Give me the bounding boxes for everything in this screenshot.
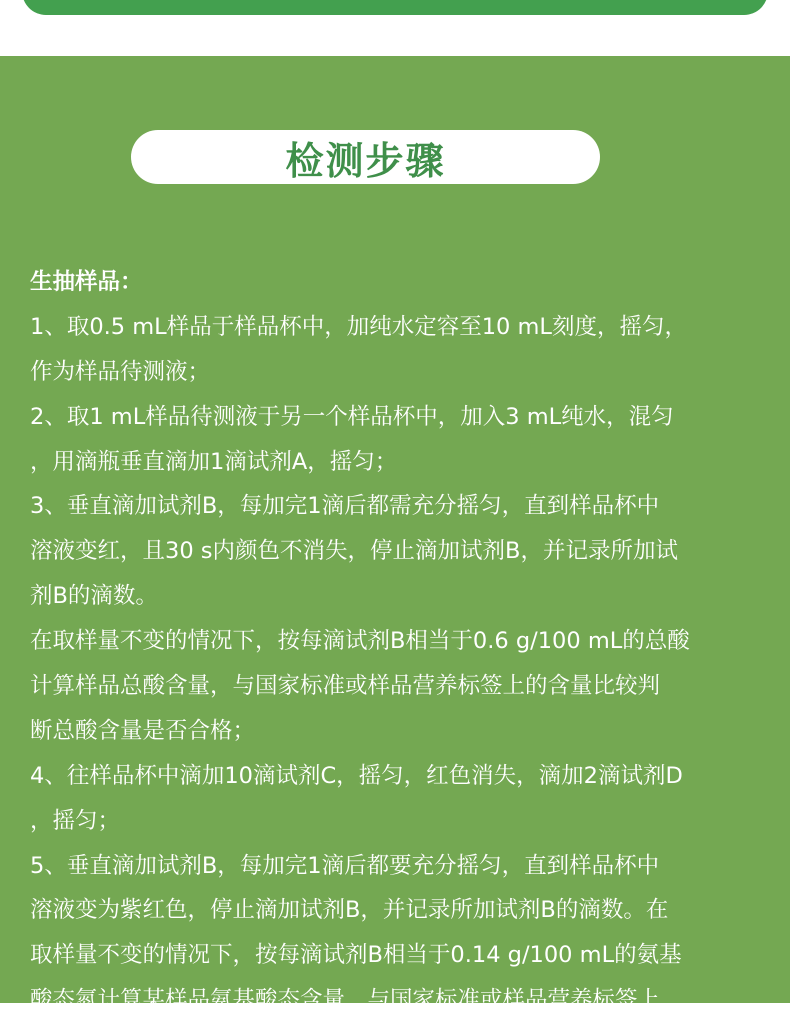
section-title: 检测步骤 — [285, 138, 446, 183]
section-title-pill — [131, 130, 600, 184]
text-line: 5、垂直滴加试剂B，每加完1滴后都要充分摇匀，直到样品杯中 — [30, 852, 660, 879]
text-line: 断总酸含量是否合格； — [30, 717, 256, 744]
text-line: 2、取1 mL样品待测液于另一个样品杯中，加入3 mL纯水，混匀 — [30, 403, 674, 430]
text-line: 取样量不变的情况下，按每滴试剂B相当于0.14 g/100 mL的氨基 — [30, 942, 682, 969]
text-line: 计算样品总酸含量，与国家标准或样品营养标签上的含量比较判 — [30, 673, 661, 700]
top-banner — [22, 0, 768, 15]
text-line: 溶液变红，且30 s内颜色不消失，停止滴加试剂B，并记录所加试 — [30, 538, 678, 565]
text-line: ，用滴瓶垂直滴加1滴试剂A，摇匀； — [30, 448, 398, 475]
text-line: 在取样量不变的情况下，按每滴试剂B相当于0.6 g/100 mL的总酸 — [30, 628, 690, 655]
text-line: 1、取0.5 mL样品于样品杯中，加纯水定容至10 mL刻度，摇匀， — [30, 313, 687, 340]
steps-text — [30, 260, 770, 1023]
text-line: 酸态氮计算某样品氨基酸态含量，与国家标准或样品营养标签上 — [30, 987, 661, 1014]
text-line: 作为样品待测液； — [30, 358, 211, 385]
text-line: 4、往样品杯中滴加10滴试剂C，摇匀，红色消失，滴加2滴试剂D — [30, 762, 683, 789]
text-line: 剂B的滴数。 — [30, 583, 158, 610]
text-line: 溶液变为紫红色，停止滴加试剂B，并记录所加试剂B的滴数。在 — [30, 897, 669, 924]
subheading: 生抽样品： — [30, 269, 143, 295]
text-line: 3、垂直滴加试剂B，每加完1滴后都需充分摇匀，直到样品杯中 — [30, 493, 660, 520]
text-line: ，摇匀； — [30, 807, 121, 834]
